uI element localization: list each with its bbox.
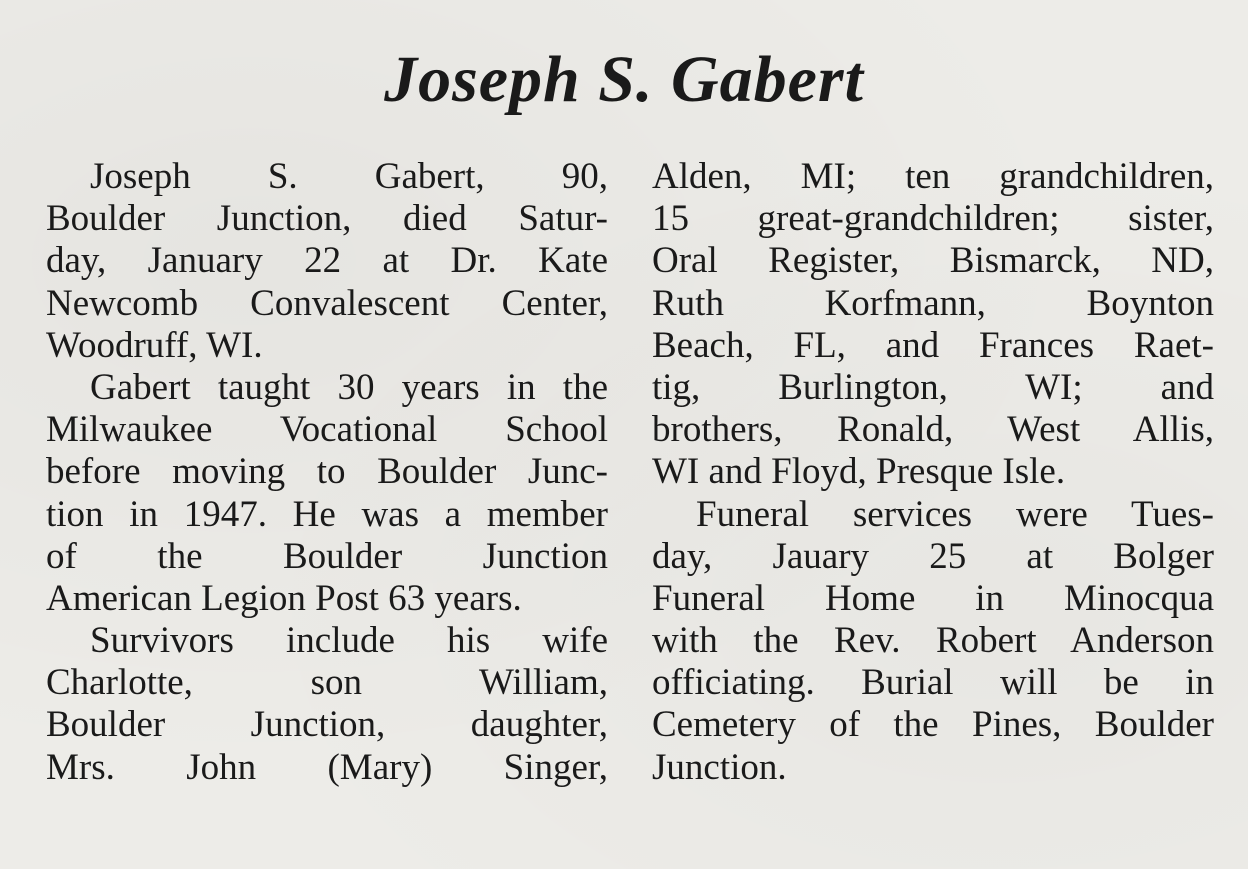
text-line: day, January 22 at Dr. Kate xyxy=(46,240,608,282)
text-line: WI and Floyd, Presque Isle. xyxy=(652,451,1066,493)
text-line: of the Boulder Junction xyxy=(46,535,608,577)
obituary-left-column xyxy=(46,156,608,789)
text-line: Boulder Junction, daughter, xyxy=(46,704,608,746)
text-line: Cemetery of the Pines, Boulder xyxy=(652,704,1214,746)
text-line: Gabert taught 30 years in the xyxy=(90,366,608,408)
text-line: Boulder Junction, died Satur- xyxy=(46,198,608,240)
text-line: brothers, Ronald, West Allis, xyxy=(652,409,1214,451)
text-line: Survivors include his wife xyxy=(90,620,608,662)
text-line: 15 great-grandchildren; sister, xyxy=(652,198,1214,240)
text-line: American Legion Post 63 years. xyxy=(46,577,522,619)
text-line: tig, Burlington, WI; and xyxy=(652,366,1214,408)
text-line: Mrs. John (Mary) Singer, xyxy=(46,746,608,788)
text-line: day, Jauary 25 at Bolger xyxy=(652,535,1214,577)
text-line: with the Rev. Robert Anderson xyxy=(652,620,1214,662)
text-line: Oral Register, Bismarck, ND, xyxy=(652,240,1214,282)
text-line: Joseph S. Gabert, 90, xyxy=(90,156,608,197)
text-line: Newcomb Convalescent Center, xyxy=(46,282,608,324)
text-line: before moving to Boulder Junc- xyxy=(46,451,608,493)
text-line: Alden, MI; ten grandchildren, xyxy=(652,156,1214,197)
text-line: Woodruff, WI. xyxy=(46,324,263,366)
text-line: Junction. xyxy=(652,746,787,788)
text-line: Ruth Korfmann, Boynton xyxy=(652,282,1214,324)
text-line: Funeral Home in Minocqua xyxy=(652,577,1214,619)
text-line: tion in 1947. He was a member xyxy=(46,493,608,535)
text-line: officiating. Burial will be in xyxy=(652,662,1214,704)
text-line: Charlotte, son William, xyxy=(46,662,608,704)
text-line: Milwaukee Vocational School xyxy=(46,409,608,451)
text-line: Funeral services were Tues- xyxy=(696,493,1214,535)
text-line: Beach, FL, and Frances Raet- xyxy=(652,324,1214,366)
obituary-headline: Joseph S. Gabert xyxy=(384,43,864,116)
obituary-right-column xyxy=(652,156,1214,789)
